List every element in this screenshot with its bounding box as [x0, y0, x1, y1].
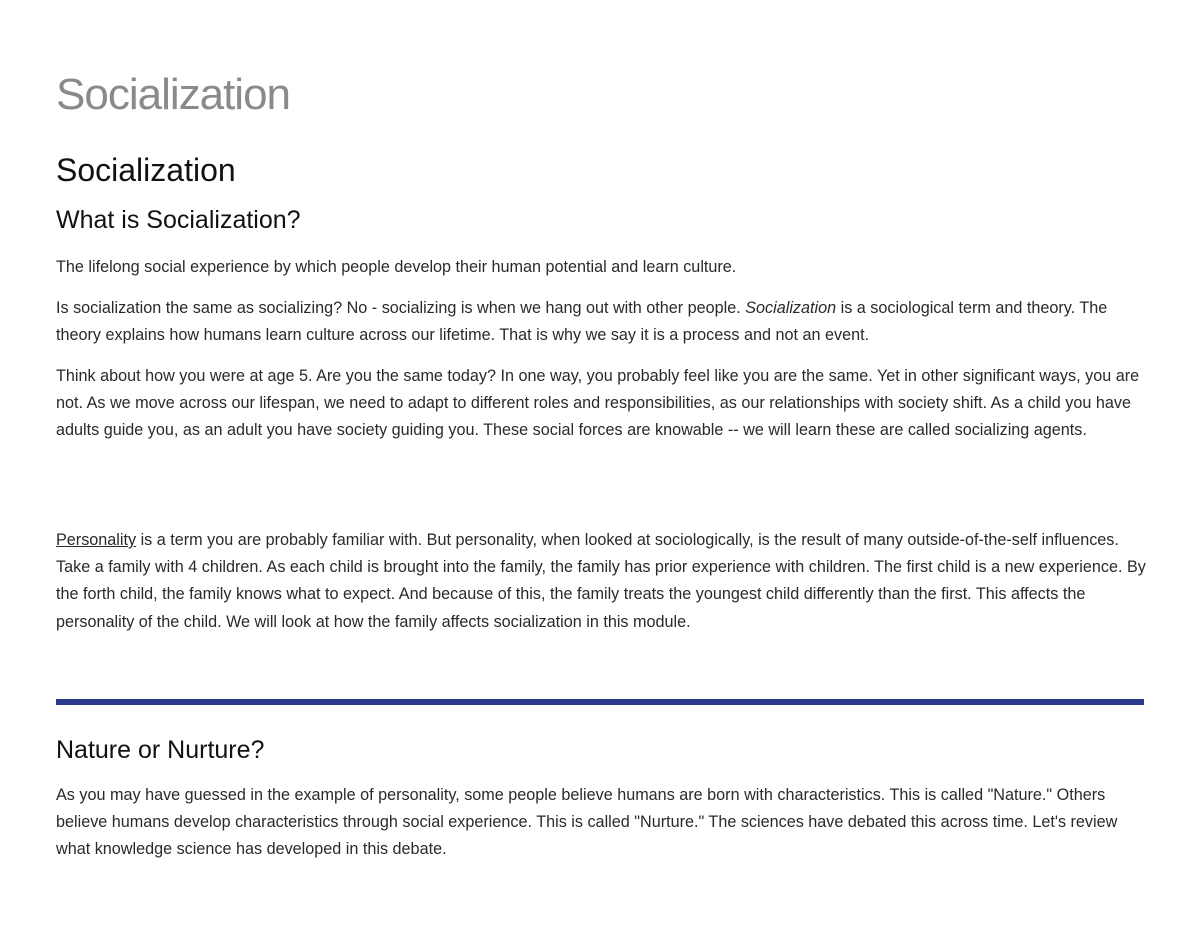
page-title: Socialization: [56, 70, 291, 119]
personality-paragraph: [56, 527, 1146, 636]
section-title: Socialization: [56, 152, 236, 188]
paragraph-text: Is socialization the same as socializing? No - socializing is when we hang out with other people.: [56, 299, 746, 317]
section-divider: [56, 699, 1144, 705]
nature-nurture-paragraph: As you may have guessed in the example of personality, some people believe humans are born with characteristics. This is called "Nature." Others believe humans develop characteristics through social experience. This is called "Nurture." The sciences have debated this across time. Let's review what knowledge science has developed in this debate.: [56, 786, 1118, 859]
heading-nature-or-nurture: Nature or Nurture?: [56, 736, 265, 764]
personality-term: Personality: [56, 531, 137, 549]
italic-term: Socialization: [745, 299, 837, 317]
age-five-paragraph: Think about how you were at age 5. Are you the same today? In one way, you probably feel like you are the same. Yet in other significant ways, you are not. As we move across our lifespan, we need to adapt to different roles and responsibilities, as our relationships with society shift. As a child you have adults guide you, as an adult you have society guiding you. These social forces are knowable -- we will learn these are called socializing agents.: [56, 367, 1140, 440]
socialization-vs-socializing-paragraph: [56, 295, 1146, 349]
paragraph-text: is a term you are probably familiar with. But personality, when looked at sociologically, is the result of many outside-of-the-self influences. Take a family with 4 children. As each child is brought into the family, the family has prior experience with children. The first child is a new experience. By the forth child, the family knows what to expect. And because of this, the family treats the youngest child differently than the first. This affects the personality of the child. We will look at how the family affects socialization in this module.: [56, 531, 1146, 631]
definition-paragraph: The lifelong social experience by which people develop their human potential and learn culture.: [56, 258, 737, 276]
heading-what-is-socialization: What is Socialization?: [56, 206, 301, 234]
paragraph-text: is a sociological term and theory. The theory explains how humans learn culture across our lifetime. That is why we say it is a process and not an event.: [56, 299, 1108, 345]
